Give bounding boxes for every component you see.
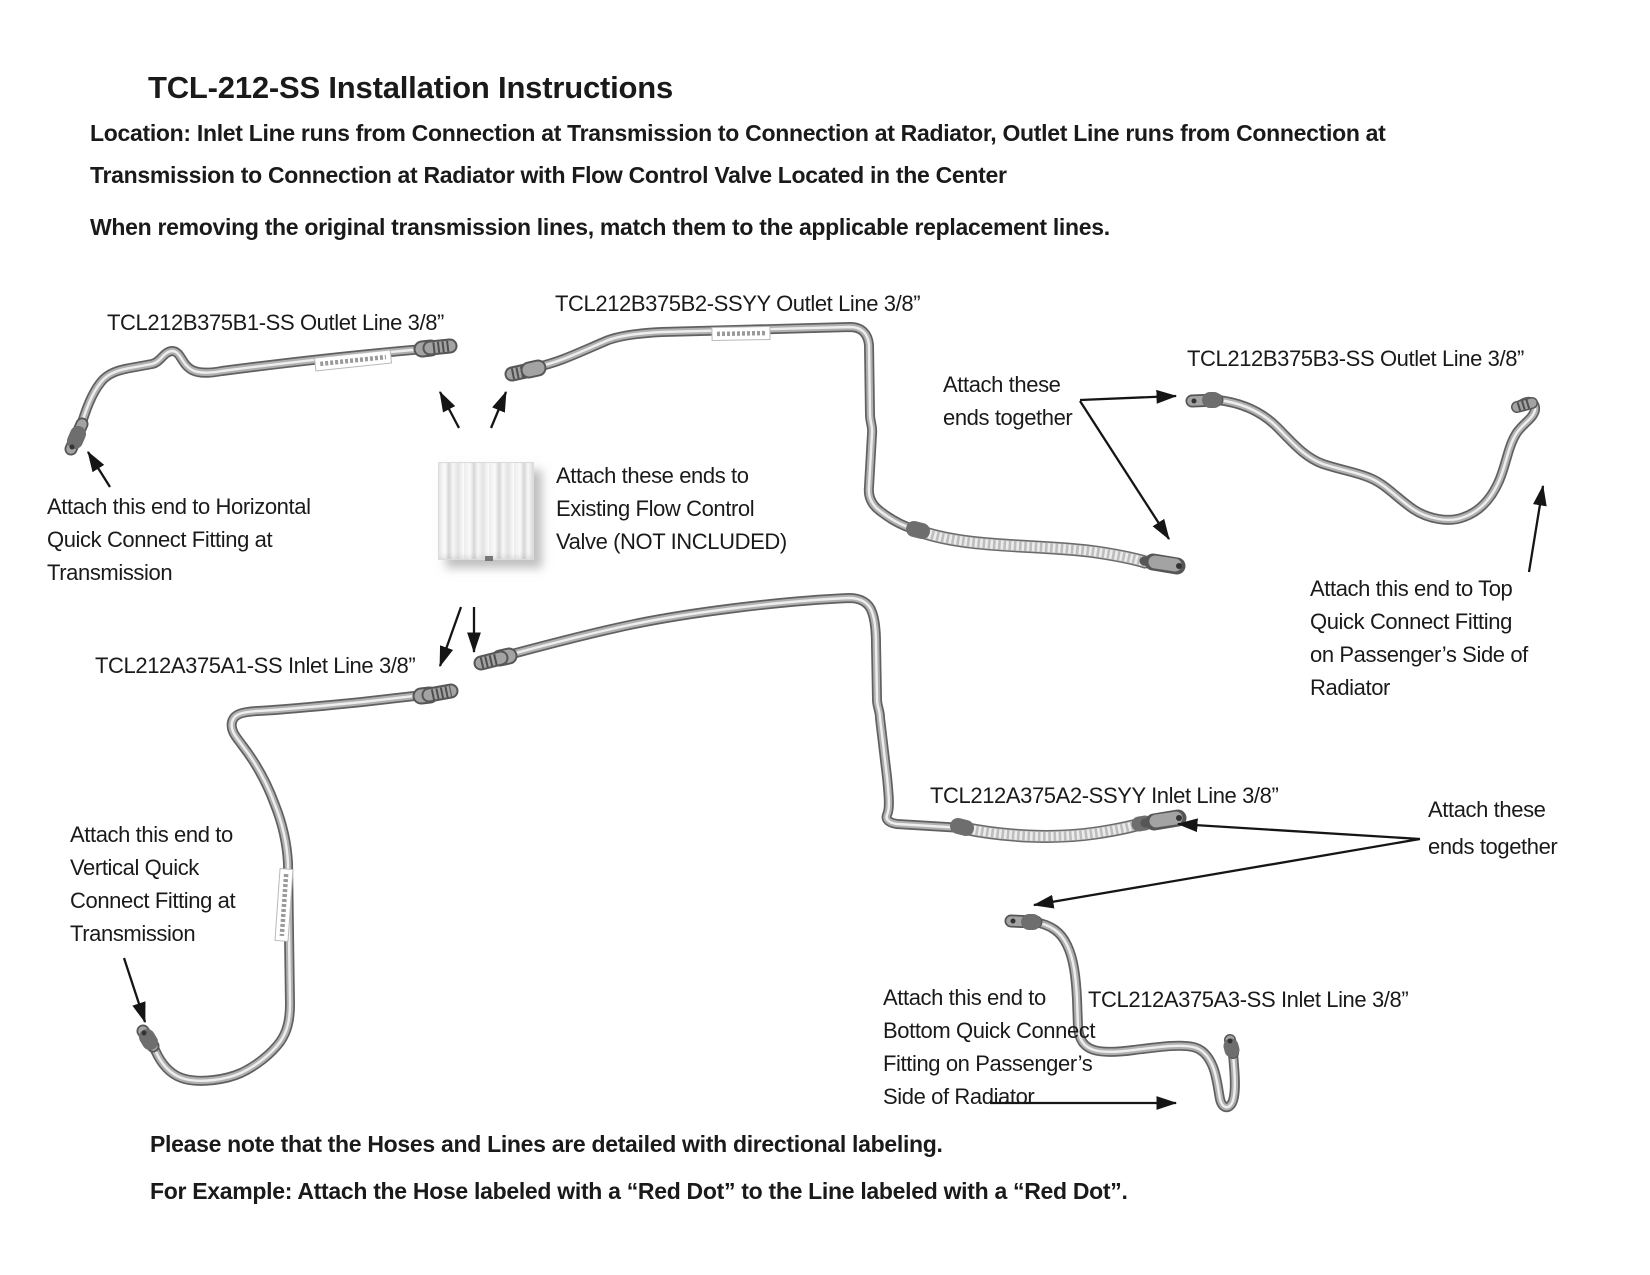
- tube-label-band: [712, 326, 770, 340]
- footer-example: For Example: Attach the Hose labeled with a “Red Dot” to the Line labeled with a “Red Dot”.: [150, 1178, 1128, 1204]
- annotation-line: Valve (NOT INCLUDED): [556, 529, 787, 554]
- part-label-a1: TCL212A375A1-SS Inlet Line 3/8”: [95, 653, 416, 678]
- tube-b3-graphic: [1192, 399, 1536, 520]
- part-label-b2: TCL212B375B2-SSYY Outlet Line 3/8”: [555, 291, 921, 316]
- annotation-line: on Passenger’s Side of: [1310, 642, 1528, 667]
- annotation-line: ends together: [1428, 834, 1558, 859]
- annotation-line: Attach this end to: [70, 822, 233, 847]
- annotation-line: Existing Flow Control: [556, 496, 755, 521]
- annotation-line: Attach these: [1428, 797, 1546, 822]
- annotation-line: Fitting on Passenger’s: [883, 1051, 1093, 1076]
- annotation-line: Attach this end to Horizontal: [47, 494, 311, 519]
- footer-note: Please note that the Hoses and Lines are detailed with directional labeling.: [150, 1131, 943, 1157]
- annotation-line: ends together: [943, 405, 1073, 430]
- annotation-horizontal-qc: [47, 490, 311, 589]
- annotation-line: Attach this end to Top: [1310, 576, 1513, 601]
- annotation-line: Side of Radiator: [883, 1084, 1035, 1109]
- annotation-line: Bottom Quick Connect: [883, 1018, 1096, 1043]
- annotation-line: Vertical Quick: [70, 855, 199, 880]
- tube-b1-graphic: [70, 346, 451, 450]
- part-label-a3: TCL212A375A3-SS Inlet Line 3/8”: [1088, 987, 1409, 1012]
- location-line-1: Location: Inlet Line runs from Connection at Transmission to Connection at Radiator, Outlet Line runs from Connection at: [90, 120, 1386, 146]
- location-line-2: Transmission to Connection at Radiator with Flow Control Valve Located in the Center: [90, 162, 1007, 188]
- annotation-line: Radiator: [1310, 675, 1390, 700]
- page-title: TCL-212-SS Installation Instructions: [148, 70, 674, 105]
- annotation-line: Attach this end to: [883, 985, 1046, 1010]
- annotation-line: Attach these: [943, 372, 1061, 397]
- part-label-b1: TCL212B375B1-SS Outlet Line 3/8”: [107, 310, 444, 335]
- annotation-vertical-qc: [70, 818, 235, 950]
- part-label-a2: TCL212A375A2-SSYY Inlet Line 3/8”: [930, 783, 1279, 808]
- annotation-flow-control-valve: [556, 459, 787, 558]
- annotation-line: Connect Fitting at: [70, 888, 236, 913]
- annotation-top-qc: [1310, 572, 1528, 704]
- annotation-attach-together-right: [1428, 791, 1557, 865]
- annotation-line: Quick Connect Fitting: [1310, 609, 1512, 634]
- annotation-line: Transmission: [70, 921, 196, 946]
- part-label-b3: TCL212B375B3-SS Outlet Line 3/8”: [1187, 346, 1524, 371]
- annotation-line: Transmission: [47, 560, 173, 585]
- annotation-bottom-qc: [883, 981, 1095, 1113]
- annotation-attach-together-top: [943, 368, 1072, 434]
- intro-line: When removing the original transmission lines, match them to the applicable replacement lines.: [90, 214, 1110, 240]
- flow-control-valve-image: [438, 462, 534, 560]
- annotation-line: Attach these ends to: [556, 463, 749, 488]
- annotation-line: Quick Connect Fitting at: [47, 527, 273, 552]
